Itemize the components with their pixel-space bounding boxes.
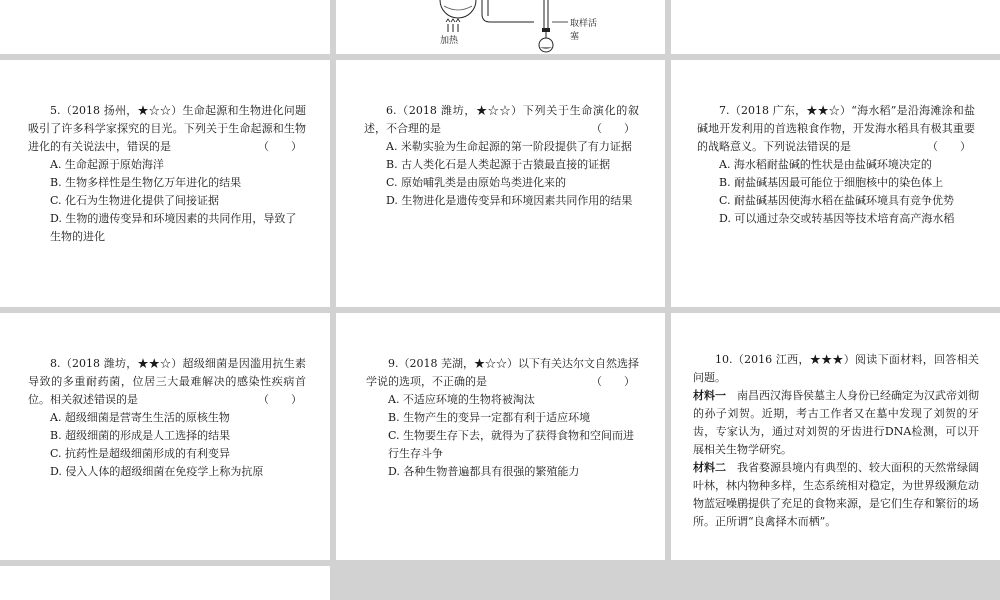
bottom-left-panel (0, 566, 330, 600)
option-a: A. 不适应环境的生物将被淘汰 (388, 393, 535, 406)
material-label: 材料一 (693, 389, 726, 402)
option-b: B. 耐盐碱基因最可能位于细胞核中的染色体上 (719, 176, 944, 189)
question-5-card (0, 60, 330, 307)
option-b: B. 生物多样性是生物亿万年进化的结果 (50, 176, 242, 189)
material-label: 材料二 (693, 461, 726, 474)
question-6-card (336, 60, 665, 307)
option-d: D. 生物进化是遗传变异和环境因素共同作用的结果 (386, 194, 633, 207)
question-stem: 8.（2018 潍坊，★★☆）超级细菌是因滥用抗生素导致的多重耐药菌，位居三大最难解决的感染性疾病首位。相关叙述错误的是 （ ） (28, 355, 306, 409)
answer-bracket: （ ） (258, 393, 302, 406)
miller-apparatus-diagram (384, 0, 604, 54)
option-a: A. 超级细菌是营寄生生活的原核生物 (50, 411, 230, 424)
option-a: A. 米勒实验为生命起源的第一阶段提供了有力证据 (386, 140, 632, 153)
option-a: A. 生命起源于原始海洋 (50, 158, 164, 171)
top-middle-panel (336, 0, 665, 54)
question-10 (693, 351, 979, 531)
question-stem: 6.（2018 潍坊，★☆☆）下列关于生命演化的叙述，不合理的是 （ ） (364, 102, 639, 138)
question-5 (28, 102, 306, 246)
option-d: D. 各种生物普遍都具有很强的繁殖能力 (388, 465, 580, 478)
question-stem: 5.（2018 扬州，★☆☆）生命起源和生物进化问题吸引了许多科学家探究的目光。下列关于生命起源和生物进化的有关说法中，错误的是 （ ） (28, 102, 306, 156)
option-c: C. 抗药性是超级细菌形成的有利变异 (50, 447, 231, 460)
question-7-card (671, 60, 1000, 307)
option-c: C. 化石为生物进化提供了间接证据 (50, 194, 220, 207)
option-d: D. 可以通过杂交或转基因等技术培育高产海水稻 (719, 212, 955, 225)
material-one: 材料一 南昌西汉海昏侯墓主人身份已经确定为汉武帝刘彻的孙子刘贺。近期，考古工作者又在墓中发现了刘贺的牙齿，专家认为，通过对刘贺的牙齿进行DNA检测，可以开展相关生物学研究。 (693, 389, 979, 456)
option-d: D. 侵入人体的超级细菌在免疫学上称为抗原 (50, 465, 264, 478)
answer-bracket: （ ） (591, 122, 635, 135)
option-c: C. 耐盐碱基因使海水稻在盐碱环境具有竞争优势 (719, 194, 955, 207)
option-b: B. 生物产生的变异一定都有利于适应环境 (388, 411, 591, 424)
heat-label: 加热 (440, 36, 459, 46)
option-b: B. 古人类化石是人类起源于古猿最直接的证据 (386, 158, 611, 171)
sampling-valve-label: 取样活塞 (570, 19, 598, 42)
material-two: 材料二 我省婺源县境内有典型的、较大面积的天然常绿阔叶林，林内物种多样，生态系统相对稳定，为世界级濒危动物蓝冠噪鹛提供了充足的食物来源，是它们生存和繁衍的场所。正所谓“良禽择木而栖”。 (693, 461, 979, 528)
question-stem: 9.（2018 芜湖，★☆☆）以下有关达尔文自然选择学说的选项，不正确的是 （ ） (366, 355, 639, 391)
question-7 (697, 102, 975, 228)
option-b: B. 超级细菌的形成是人工选择的结果 (50, 429, 231, 442)
question-10-card (671, 313, 1000, 560)
top-left-panel (0, 0, 330, 54)
question-8-card (0, 313, 330, 560)
option-c: C. 原始哺乳类是由原始鸟类进化来的 (386, 176, 567, 189)
option-a: A. 海水稻耐盐碱的性状是由盐碱环境决定的 (719, 158, 932, 171)
question-9-card (336, 313, 665, 560)
answer-bracket: （ ） (258, 140, 302, 153)
option-d: D. 生物的遗传变异和环境因素的共同作用，导致了生物的进化 (50, 212, 297, 243)
option-c: C. 生物要生存下去，就得为了获得食物和空间而进行生存斗争 (388, 429, 635, 460)
answer-bracket: （ ） (591, 375, 635, 388)
question-8 (28, 355, 306, 481)
question-9 (366, 355, 639, 481)
question-6 (364, 102, 639, 210)
question-stem: 7.（2018 广东，★★☆）“海水稻”是沿海滩涂和盐碱地开发利用的首选粮食作物，开发海水稻具有极其重要的战略意义。下列说法错误的是 （ ） (697, 102, 975, 156)
question-stem: 10.（2016 江西，★★★）阅读下面材料，回答相关问题。 (693, 353, 979, 384)
answer-bracket: （ ） (927, 140, 971, 153)
top-right-panel (671, 0, 1000, 54)
